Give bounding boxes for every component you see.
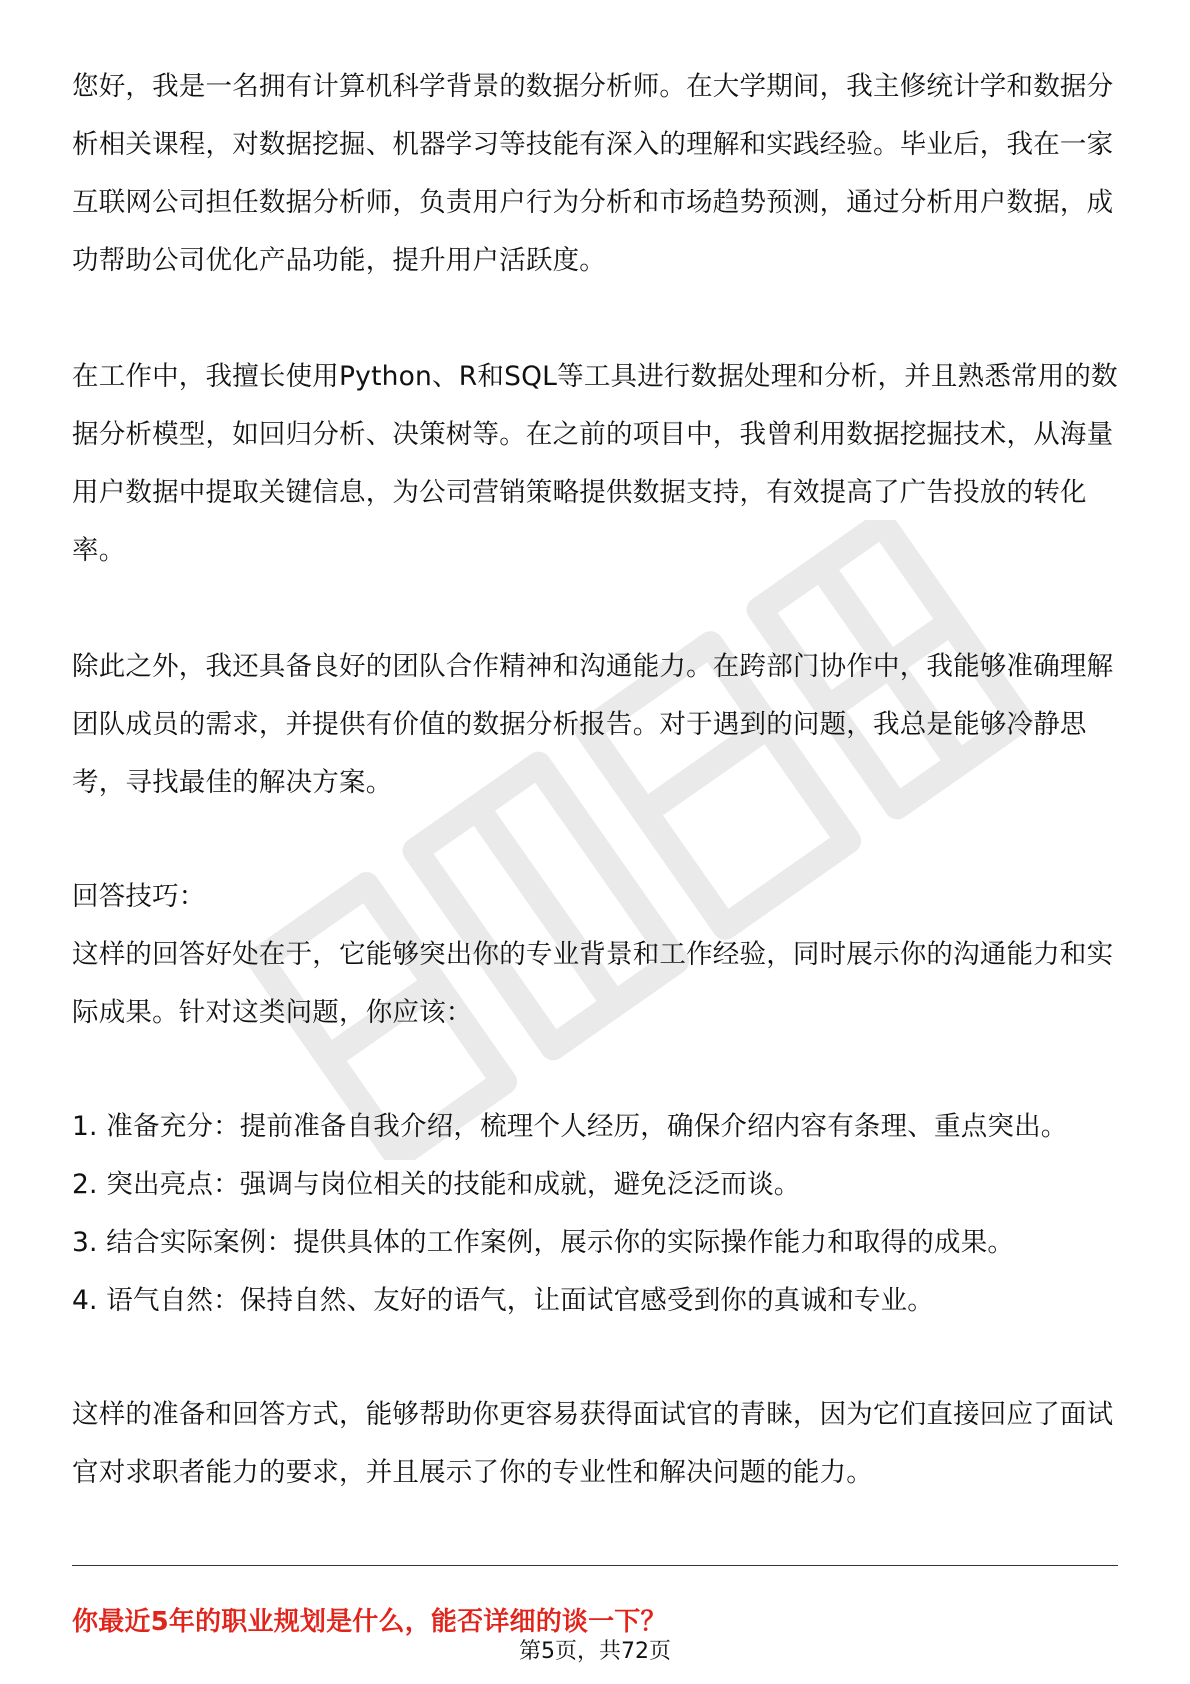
tips-conclusion: 这样的准备和回答方式，能够帮助你更容易获得面试官的青睐，因为它们直接回应了面试官对求职者能力的要求，并且展示了你的专业性和解决问题的能力。 — [72, 1399, 1114, 1488]
paragraph-spacer — [72, 1042, 1118, 1098]
tips-item-1: 1. 准备充分：提前准备自我介绍，梳理个人经历，确保介绍内容有条理、重点突出。 — [72, 1111, 1068, 1142]
paragraph-spacer — [72, 812, 1118, 868]
next-question-heading: 你最近5年的职业规划是什么，能否详细的谈一下？ — [72, 1607, 667, 1637]
paragraph-spacer — [72, 580, 1118, 638]
tips-heading: 回答技巧： — [72, 881, 206, 912]
main-content — [72, 58, 1118, 1502]
answer-paragraph-2: 在工作中，我擅长使用Python、R和SQL等工具进行数据处理和分析，并且熟悉常用的数据分析模型，如回归分析、决策树等。在之前的项目中，我曾利用数据挖掘技术，从海量用户数据中提取关键信息，为公司营销策略提供数据支持，有效提高了广告投放的转化率。 — [72, 361, 1118, 566]
paragraph-spacer — [72, 290, 1118, 348]
tips-item-4: 4. 语气自然：保持自然、友好的语气，让面试官感受到你的真诚和专业。 — [72, 1285, 935, 1316]
tips-item-2: 2. 突出亮点：强调与岗位相关的技能和成就，避免泛泛而谈。 — [72, 1169, 801, 1200]
tips-item-3: 3. 结合实际案例：提供具体的工作案例，展示你的实际操作能力和取得的成果。 — [72, 1227, 1015, 1258]
tips-intro: 这样的回答好处在于，它能够突出你的专业背景和工作经验，同时展示你的沟通能力和实际成果。针对这类问题，你应该： — [72, 939, 1114, 1028]
page-number: 第5页，共72页 — [519, 1639, 671, 1664]
paragraph-spacer — [72, 1330, 1118, 1386]
answer-paragraph-3: 除此之外，我还具备良好的团队合作精神和沟通能力。在跨部门协作中，我能够准确理解团队成员的需求，并提供有价值的数据分析报告。对于遇到的问题，我总是能够冷静思考，寻找最佳的解决方案。 — [72, 651, 1114, 798]
section-divider — [72, 1565, 1118, 1566]
answer-paragraph-1: 您好，我是一名拥有计算机科学背景的数据分析师。在大学期间，我主修统计学和数据分析相关课程，对数据挖掘、机器学习等技能有深入的理解和实践经验。毕业后，我在一家互联网公司担任数据分析师，负责用户行为分析和市场趋势预测，通过分析用户数据，成功帮助公司优化产品功能，提升用户活跃度。 — [72, 71, 1114, 276]
